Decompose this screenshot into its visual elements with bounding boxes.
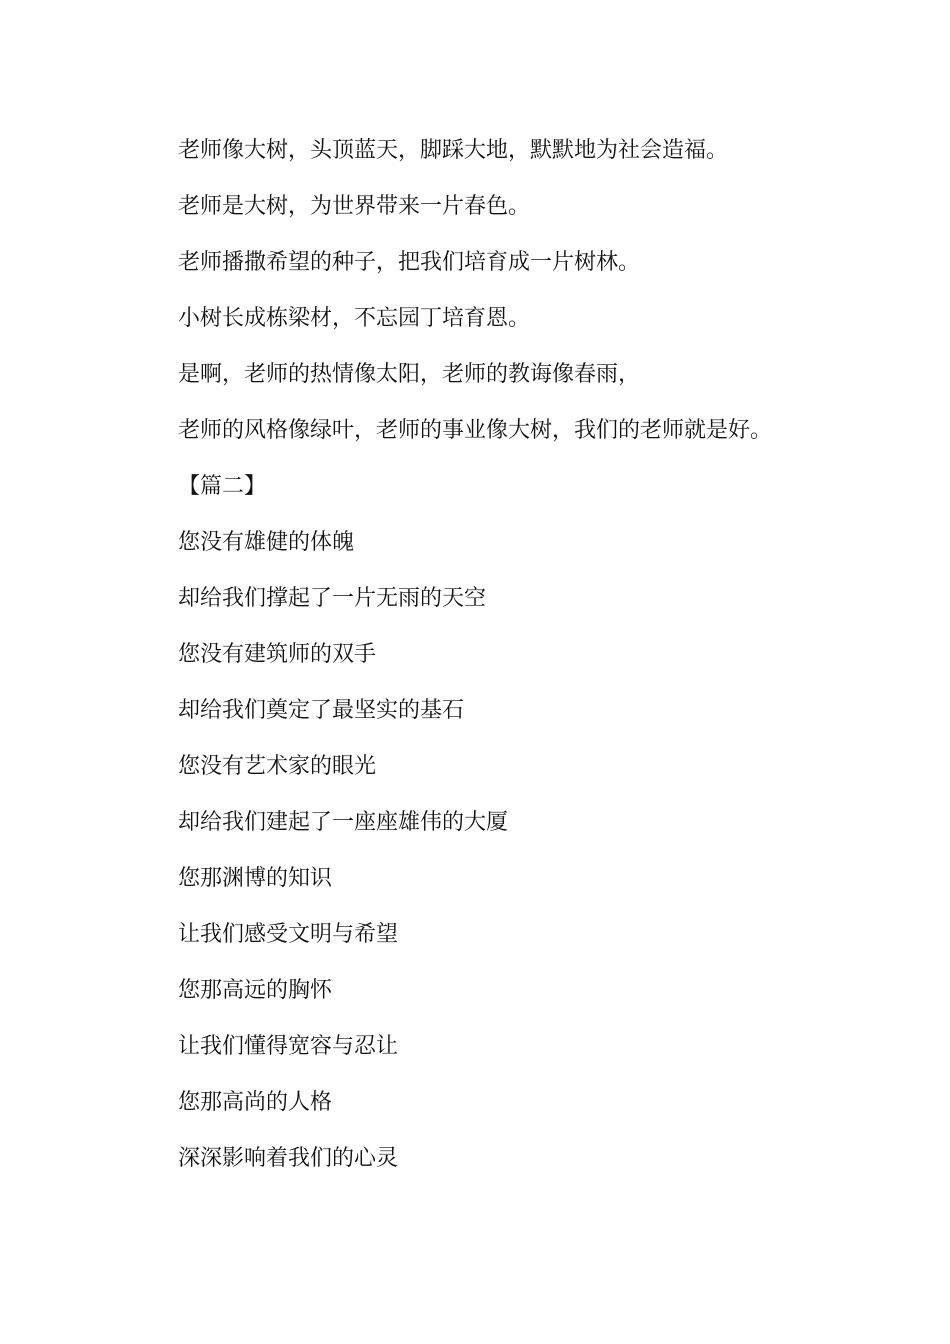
poem-line: 却给我们撑起了一片无雨的天空 bbox=[178, 586, 487, 611]
section-heading: 【篇二】 bbox=[178, 474, 267, 499]
poem-line: 您没有雄健的体魄 bbox=[178, 530, 355, 555]
poem-line: 却给我们奠定了最坚实的基石 bbox=[178, 698, 465, 723]
text-line: 老师像大树，头顶蓝天，脚踩大地，默默地为社会造福。 bbox=[178, 138, 729, 163]
poem-line: 深深影响着我们的心灵 bbox=[178, 1146, 399, 1171]
poem-line: 您那渊博的知识 bbox=[178, 866, 333, 891]
poem-line: 您没有建筑师的双手 bbox=[178, 642, 377, 667]
poem-line: 却给我们建起了一座座雄伟的大厦 bbox=[178, 810, 509, 835]
text-line: 是啊，老师的热情像太阳，老师的教诲像春雨， bbox=[178, 362, 641, 387]
text-line: 老师播撒希望的种子，把我们培育成一片树林。 bbox=[178, 250, 641, 275]
poem-line: 您那高尚的人格 bbox=[178, 1090, 333, 1115]
document-body bbox=[178, 133, 878, 1197]
poem-line: 您那高远的胸怀 bbox=[178, 978, 333, 1003]
text-line: 老师的风格像绿叶，老师的事业像大树，我们的老师就是好。 bbox=[178, 418, 773, 443]
text-line: 老师是大树，为世界带来一片春色。 bbox=[178, 194, 531, 219]
poem-line: 让我们懂得宽容与忍让 bbox=[178, 1034, 399, 1059]
poem-line: 您没有艺术家的眼光 bbox=[178, 754, 377, 779]
poem-line: 让我们感受文明与希望 bbox=[178, 922, 399, 947]
text-line: 小树长成栋梁材，不忘园丁培育恩。 bbox=[178, 306, 531, 331]
